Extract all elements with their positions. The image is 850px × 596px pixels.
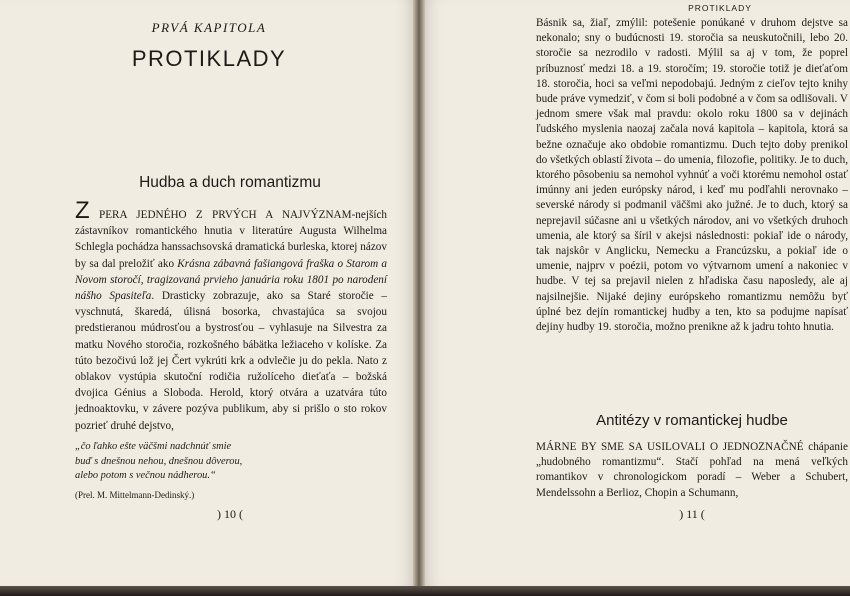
right-body-paragraph-2: MÁRNE BY SME SA USILOVALI O JEDNOZNAČNÉ chápanie „hudobného romantizmu“. Stačí pohľad na mená veľkých romantikov v chronologickom poradí – Weber a Schubert, Mendelssohn a Berlioz, Chopin a Schumann, (536, 441, 848, 499)
poem-line: buď s dnešnou nehou, dnešnou dôverou, (75, 455, 243, 467)
poem-quote (75, 440, 375, 484)
poem-credit: (Prel. M. Mittelmann-Dedinský.) (75, 490, 195, 500)
poem-line: alebo potom s večnou nádherou.“ (75, 470, 216, 481)
left-paragraph-start: PERA JEDNÉHO Z PRVÝCH A NAJVÝZNAM-nejších zástavníkov romantického hnutia v literatúre Augusta Wilhelma Schlegla pochádza hanssachsovská dramatická burleska, ktorej názov by sa dal preložiť ako (75, 209, 388, 270)
poem-line: „čo ľahko ešte väčšmi nadchnúť smie (75, 441, 232, 452)
left-paragraph-end: . Drasticky zobrazuje, ako sa Staré storočie – vyschnutá, škaredá, úlisná bosorka, chvastajúca sa svojou predstieranou múdrosťou a bystrosťou – vyhlasuje na Silvestra za matku Nového storočia, rozkošného bábätka ležiaceho v kolíske. Za túto bezočivú lož jej Čert vykrúti krk a odvlečie ju do pekla. Nato z oblakov vystúpia skutoční rodičia ružolíceho dieťaťa – božská dvojica Génius a Sloboda. Herold, ktorý otvára a uzatvára túto jednoaktovku, v závere pozýva publikum, aby si prišlo o sto rokov pozrieť druhé dejstvo, (75, 290, 387, 432)
drop-cap: Z (75, 197, 90, 224)
section-title-right: Antitézy v romantickej hudbe (596, 412, 788, 429)
burlesque-title: Krásna zábavná fašiangová fraška o Starom a Novom storočí, tragizovaná prvieho januária roku 1801 po narodení nášho Spasiteľa (75, 257, 388, 303)
page-number-left: ) 10 ( (217, 507, 243, 521)
left-body-paragraph (75, 197, 388, 434)
running-head: PROTIKLADY (688, 3, 752, 13)
chapter-kicker: PRVÁ KAPITOLA (151, 20, 267, 35)
chapter-title: PROTIKLADY (131, 46, 287, 71)
book-bottom-edge (0, 586, 850, 596)
page-number-right: ) 11 ( (679, 507, 705, 521)
section-title-left: Hudba a duch romantizmu (139, 174, 321, 191)
right-body-paragraph: Básnik sa, žiaľ, zmýlil: potešenie ponúkané v druhom dejstve sa nekonalo; sny o budúcnosti 19. storočia sa neuskutočnili, lebo 20. storočie sa nezrodilo v radosti. Mýlil sa aj v tom, že poprel príbuznosť medzi 18. a 19. storočím; 19. storočie totiž je dieťaťom 18. storočia, hoci sa veľmi nepodobajú. Jedným z cieľov tejto knihy bude práve vymedziť, v čom si boli podobné a v čom sa odlišovali. V jednom smere však mal pravdu: okolo roku 1800 sa v dejinách ľudského myslenia naozaj začala nová kapitola – kapitola, ktorá sa bežne označuje ako obdobie romantizmu. Duch tejto doby prenikol do všetkých oblastí života – do umenia, filozofie, politiky. Je to duch, ktorého pôsobeniu sa nemohol vyhnúť a voči ktorému nemohol ostať imúnny ani jeden európsky národ, i keď mu podľahli nerovnako – severské národy si podmanil väčšmi ako južné. Je to duch, ktorý sa neprejavil súčasne ani u všetkých národov, ani vo všetkých druhoch umenia, ale ktorý sa šíril v akejsi následnosti: pokiaľ ide o národy, tak najskôr v Anglicku, Nemecku a Francúzsku, a pokiaľ ide o umenie, najprv v poézii, potom vo výtvarnom umení a nakoniec v hudbe. V tej sa prejavil nielen z hľadiska času naposledy, ale aj najsilnejšie. Nijaké dejiny európskeho romantizmu nemôžu byť úplné bez dejín romantickej hudby a ten, kto sa podujme napísať dejiny hudby 19. storočia, možno preniknе až k jadru tohto hnutia. (536, 17, 848, 334)
